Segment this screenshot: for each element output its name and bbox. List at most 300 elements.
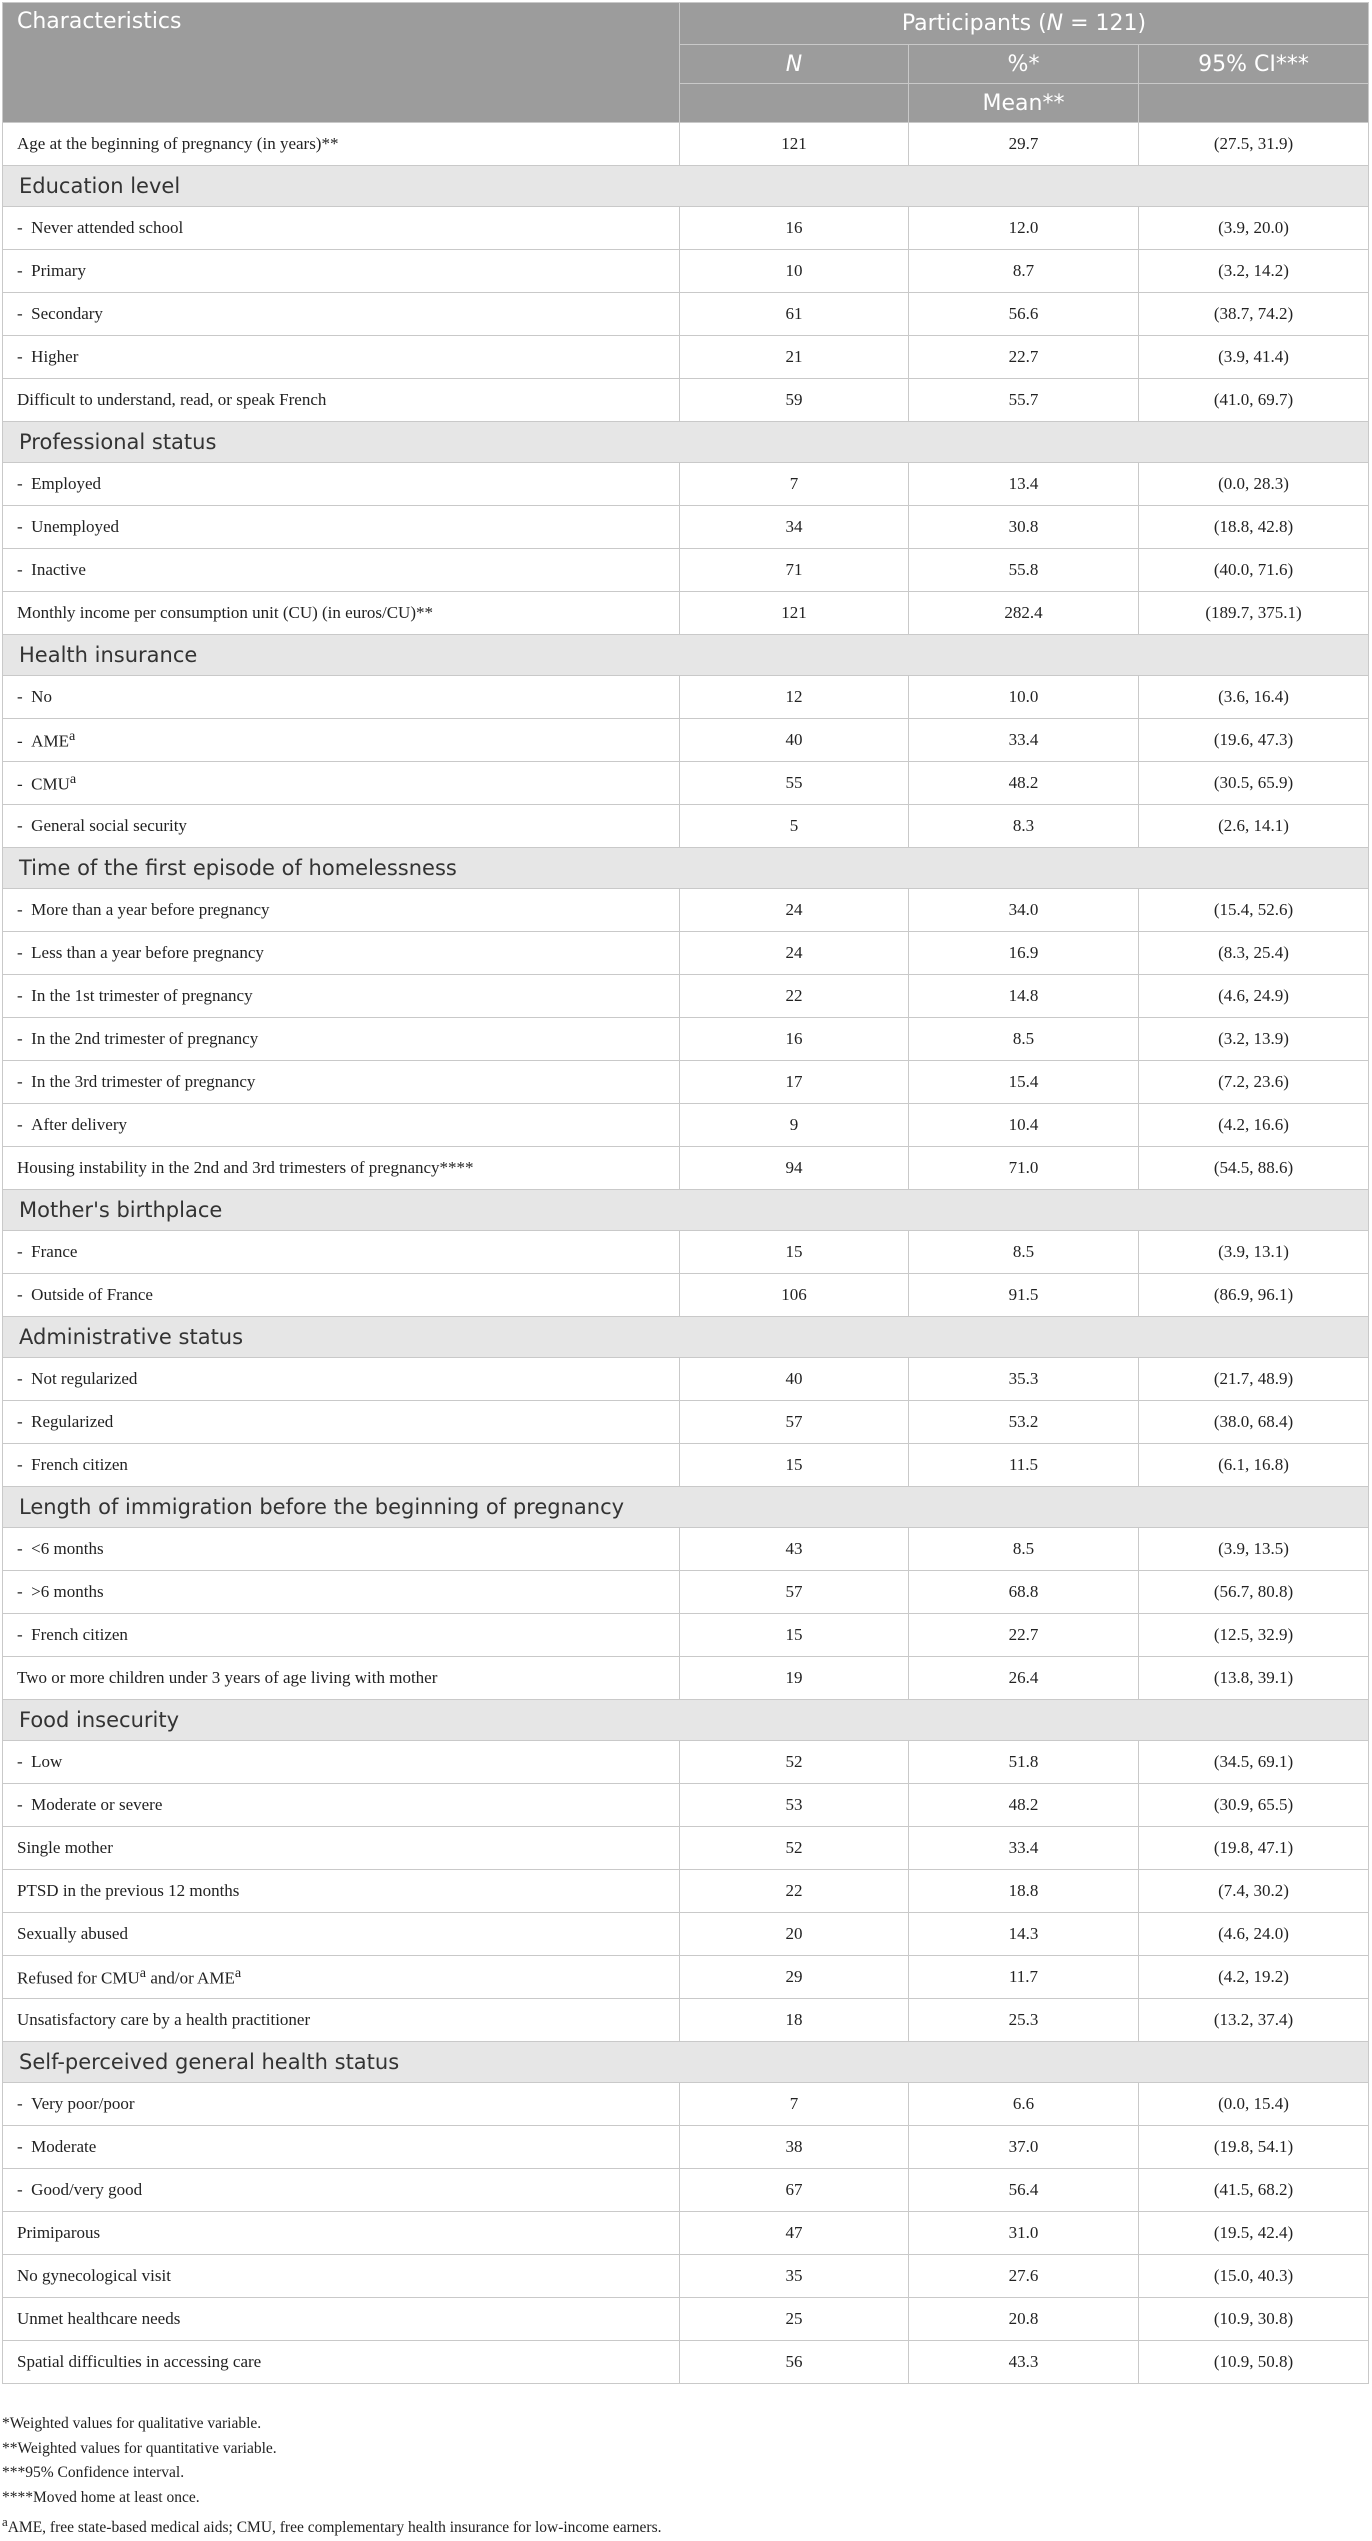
header-pct: %*	[909, 45, 1139, 84]
cell-value: 30.8	[909, 506, 1139, 549]
cell-ci: (2.6, 14.1)	[1139, 805, 1369, 848]
table-row	[3, 549, 1369, 592]
header-empty-ci	[1139, 84, 1369, 123]
row-label-text: Secondary	[31, 304, 103, 323]
indent-dash: -	[17, 2137, 32, 2156]
cell-ci: (10.9, 50.8)	[1139, 2341, 1369, 2384]
indent-dash: -	[17, 1115, 32, 1134]
row-label-text: Single mother	[17, 1838, 113, 1857]
cell-value: 56.4	[909, 2169, 1139, 2212]
cell-n: 121	[680, 123, 909, 166]
cell-value: 14.8	[909, 975, 1139, 1018]
cell-n: 121	[680, 592, 909, 635]
table-row	[3, 1231, 1369, 1274]
cell-n: 67	[680, 2169, 909, 2212]
header-participants	[680, 3, 1369, 45]
indent-dash: -	[17, 900, 32, 919]
row-label-text: Refused for CMU	[17, 1968, 140, 1988]
row-label-text: Age at the beginning of pregnancy (in years)**	[17, 134, 339, 153]
cell-n: 20	[680, 1913, 909, 1956]
table-row	[3, 463, 1369, 506]
cell-n: 71	[680, 549, 909, 592]
row-label	[3, 1104, 680, 1147]
row-label	[3, 2169, 680, 2212]
table-row	[3, 762, 1369, 805]
row-label	[3, 1741, 680, 1784]
indent-dash: -	[17, 261, 32, 280]
table-row	[3, 889, 1369, 932]
cell-ci: (40.0, 71.6)	[1139, 549, 1369, 592]
cell-value: 26.4	[909, 1657, 1139, 1700]
cell-n: 38	[680, 2126, 909, 2169]
section-label: Health insurance	[3, 635, 1369, 676]
cell-value: 51.8	[909, 1741, 1139, 1784]
cell-value: 8.3	[909, 805, 1139, 848]
table-row	[3, 379, 1369, 422]
cell-value: 55.8	[909, 549, 1139, 592]
table-row	[3, 1528, 1369, 1571]
row-label	[3, 805, 680, 848]
footnote-text: ***95% Confidence interval.	[2, 2464, 185, 2481]
cell-value: 22.7	[909, 1614, 1139, 1657]
row-label-text: Primary	[31, 261, 86, 280]
row-label	[3, 719, 680, 762]
table-row	[3, 1061, 1369, 1104]
row-label-text: Housing instability in the 2nd and 3rd trimesters of pregnancy****	[17, 1158, 474, 1177]
table-row	[3, 975, 1369, 1018]
header-ci: 95% CI***	[1139, 45, 1369, 84]
footnote-text: *Weighted values for qualitative variable.	[2, 2415, 262, 2432]
cell-value: 22.7	[909, 336, 1139, 379]
table-row	[3, 2169, 1369, 2212]
cell-n: 61	[680, 293, 909, 336]
cell-n: 7	[680, 463, 909, 506]
footnote	[2, 2486, 1368, 2511]
cell-value: 35.3	[909, 1358, 1139, 1401]
row-label	[3, 506, 680, 549]
table-row	[3, 1741, 1369, 1784]
cell-n: 55	[680, 762, 909, 805]
section-row	[3, 1487, 1369, 1528]
indent-dash: -	[17, 1795, 32, 1814]
cell-ci: (41.0, 69.7)	[1139, 379, 1369, 422]
cell-ci: (19.6, 47.3)	[1139, 719, 1369, 762]
cell-ci: (4.6, 24.0)	[1139, 1913, 1369, 1956]
row-label-text: Low	[31, 1752, 63, 1771]
row-label	[3, 1827, 680, 1870]
table-row	[3, 1913, 1369, 1956]
indent-dash: -	[17, 517, 32, 536]
cell-n: 40	[680, 1358, 909, 1401]
row-label	[3, 2298, 680, 2341]
row-label-text: France	[31, 1242, 78, 1261]
row-label	[3, 123, 680, 166]
table-row	[3, 1358, 1369, 1401]
cell-n: 34	[680, 506, 909, 549]
cell-value: 14.3	[909, 1913, 1139, 1956]
cell-ci: (7.4, 30.2)	[1139, 1870, 1369, 1913]
table-row	[3, 1274, 1369, 1317]
row-label	[3, 336, 680, 379]
table-row	[3, 123, 1369, 166]
footnote	[2, 2461, 1368, 2486]
cell-ci: (27.5, 31.9)	[1139, 123, 1369, 166]
indent-dash: -	[17, 943, 32, 962]
cell-value: 56.6	[909, 293, 1139, 336]
row-label	[3, 549, 680, 592]
indent-dash: -	[17, 218, 32, 237]
section-label: Food insecurity	[3, 1700, 1369, 1741]
cell-ci: (19.5, 42.4)	[1139, 2212, 1369, 2255]
row-label	[3, 463, 680, 506]
row-label-text: Unemployed	[31, 517, 119, 536]
cell-ci: (15.0, 40.3)	[1139, 2255, 1369, 2298]
footnote	[2, 2437, 1368, 2462]
row-label-text: CMU	[31, 774, 70, 794]
cell-value: 55.7	[909, 379, 1139, 422]
row-label	[3, 2126, 680, 2169]
table-row	[3, 293, 1369, 336]
cell-n: 29	[680, 1956, 909, 1999]
section-label: Administrative status	[3, 1317, 1369, 1358]
row-label	[3, 1528, 680, 1571]
footnote-marker: a	[234, 1965, 242, 1982]
header-participants-n: N	[1046, 11, 1064, 36]
row-label-text: More than a year before pregnancy	[31, 900, 270, 919]
table-body	[3, 123, 1369, 2384]
cell-ci: (3.2, 13.9)	[1139, 1018, 1369, 1061]
table-row	[3, 1614, 1369, 1657]
cell-n: 16	[680, 1018, 909, 1061]
cell-value: 31.0	[909, 2212, 1139, 2255]
row-label-text: Unmet healthcare needs	[17, 2309, 181, 2328]
section-row	[3, 166, 1369, 207]
row-label	[3, 676, 680, 719]
section-label: Mother's birthplace	[3, 1190, 1369, 1231]
cell-ci: (3.2, 14.2)	[1139, 250, 1369, 293]
row-label-text: Never attended school	[31, 218, 184, 237]
section-row	[3, 1190, 1369, 1231]
indent-dash: -	[17, 816, 32, 835]
table-row	[3, 506, 1369, 549]
table-row	[3, 2255, 1369, 2298]
cell-ci: (6.1, 16.8)	[1139, 1444, 1369, 1487]
cell-n: 43	[680, 1528, 909, 1571]
row-label	[3, 2341, 680, 2384]
section-label: Self-perceived general health status	[3, 2042, 1369, 2083]
cell-ci: (189.7, 375.1)	[1139, 592, 1369, 635]
row-label-text: Difficult to understand, read, or speak French	[17, 390, 327, 409]
table-row	[3, 207, 1369, 250]
row-label-text: In the 1st trimester of pregnancy	[31, 986, 253, 1005]
cell-n: 59	[680, 379, 909, 422]
indent-dash: -	[17, 474, 32, 493]
header-empty-n	[680, 84, 909, 123]
table-row	[3, 2083, 1369, 2126]
header-participants-suffix: = 121)	[1063, 11, 1147, 36]
row-label-text: Monthly income per consumption unit (CU) (in euros/CU)**	[17, 603, 433, 622]
cell-value: 71.0	[909, 1147, 1139, 1190]
cell-n: 52	[680, 1827, 909, 1870]
indent-dash: -	[17, 560, 32, 579]
cell-ci: (21.7, 48.9)	[1139, 1358, 1369, 1401]
indent-dash: -	[17, 1539, 32, 1558]
cell-ci: (18.8, 42.8)	[1139, 506, 1369, 549]
row-label	[3, 1784, 680, 1827]
footnote	[2, 2510, 1368, 2541]
row-label-text: Good/very good	[31, 2180, 143, 2199]
cell-value: 43.3	[909, 2341, 1139, 2384]
indent-dash: -	[17, 1412, 32, 1431]
row-label-text: Sexually abused	[17, 1924, 128, 1943]
section-label: Length of immigration before the beginning of pregnancy	[3, 1487, 1369, 1528]
cell-ci: (3.9, 13.5)	[1139, 1528, 1369, 1571]
cell-ci: (12.5, 32.9)	[1139, 1614, 1369, 1657]
cell-ci: (13.2, 37.4)	[1139, 1999, 1369, 2042]
cell-ci: (41.5, 68.2)	[1139, 2169, 1369, 2212]
table-row	[3, 805, 1369, 848]
row-label	[3, 1358, 680, 1401]
header-n-label: N	[785, 51, 803, 77]
indent-dash: -	[17, 1369, 32, 1388]
row-label-text: Moderate	[31, 2137, 97, 2156]
cell-value: 29.7	[909, 123, 1139, 166]
cell-value: 15.4	[909, 1061, 1139, 1104]
cell-ci: (3.9, 20.0)	[1139, 207, 1369, 250]
row-label-text: >6 months	[31, 1582, 104, 1601]
row-label	[3, 1061, 680, 1104]
cell-value: 18.8	[909, 1870, 1139, 1913]
cell-ci: (30.5, 65.9)	[1139, 762, 1369, 805]
cell-n: 47	[680, 2212, 909, 2255]
section-row	[3, 635, 1369, 676]
row-label-text: PTSD in the previous 12 months	[17, 1881, 240, 1900]
cell-n: 53	[680, 1784, 909, 1827]
cell-n: 9	[680, 1104, 909, 1147]
table-row	[3, 1571, 1369, 1614]
cell-value: 8.5	[909, 1528, 1139, 1571]
section-row	[3, 422, 1369, 463]
cell-ci: (4.6, 24.9)	[1139, 975, 1369, 1018]
cell-n: 5	[680, 805, 909, 848]
row-label	[3, 1913, 680, 1956]
row-label	[3, 889, 680, 932]
cell-value: 13.4	[909, 463, 1139, 506]
cell-value: 25.3	[909, 1999, 1139, 2042]
cell-ci: (15.4, 52.6)	[1139, 889, 1369, 932]
indent-dash: -	[17, 986, 32, 1005]
table-row	[3, 1018, 1369, 1061]
row-label	[3, 1444, 680, 1487]
cell-n: 35	[680, 2255, 909, 2298]
indent-dash: -	[17, 1242, 32, 1261]
row-label-text: No	[31, 687, 52, 706]
cell-n: 12	[680, 676, 909, 719]
row-label-text: Moderate or severe	[31, 1795, 163, 1814]
indent-dash: -	[17, 2180, 32, 2199]
cell-ci: (7.2, 23.6)	[1139, 1061, 1369, 1104]
row-label-text-cont: and/or AME	[146, 1968, 235, 1988]
table-row	[3, 1147, 1369, 1190]
cell-ci: (19.8, 54.1)	[1139, 2126, 1369, 2169]
table-row	[3, 1784, 1369, 1827]
footnote-marker: a	[2, 2514, 8, 2529]
row-label	[3, 1999, 680, 2042]
footnote-text: AME, free state-based medical aids; CMU, free complementary health insurance for low-income earners.	[7, 2519, 662, 2537]
row-label	[3, 250, 680, 293]
cell-value: 10.0	[909, 676, 1139, 719]
table-row	[3, 250, 1369, 293]
cell-value: 12.0	[909, 207, 1139, 250]
table-row	[3, 1104, 1369, 1147]
table-row	[3, 2212, 1369, 2255]
cell-n: 15	[680, 1231, 909, 1274]
row-label	[3, 1571, 680, 1614]
cell-n: 16	[680, 207, 909, 250]
table-row	[3, 676, 1369, 719]
indent-dash: -	[17, 1285, 32, 1304]
row-label	[3, 1274, 680, 1317]
cell-value: 34.0	[909, 889, 1139, 932]
row-label-text: Inactive	[31, 560, 86, 579]
row-label	[3, 1657, 680, 1700]
row-label-text: Higher	[31, 347, 79, 366]
row-label-text: Outside of France	[31, 1285, 153, 1304]
cell-n: 22	[680, 1870, 909, 1913]
cell-value: 33.4	[909, 1827, 1139, 1870]
cell-ci: (4.2, 19.2)	[1139, 1956, 1369, 1999]
section-row	[3, 2042, 1369, 2083]
row-label-text: Less than a year before pregnancy	[31, 943, 264, 962]
cell-ci: (30.9, 65.5)	[1139, 1784, 1369, 1827]
row-label	[3, 2083, 680, 2126]
indent-dash: -	[17, 774, 32, 794]
cell-ci: (34.5, 69.1)	[1139, 1741, 1369, 1784]
cell-value: 48.2	[909, 762, 1139, 805]
header-mean: Mean**	[909, 84, 1139, 123]
cell-n: 21	[680, 336, 909, 379]
table-row	[3, 592, 1369, 635]
section-row	[3, 848, 1369, 889]
row-label	[3, 762, 680, 805]
indent-dash: -	[17, 1752, 32, 1771]
row-label	[3, 1614, 680, 1657]
row-label	[3, 1018, 680, 1061]
cell-n: 18	[680, 1999, 909, 2042]
footnote-text: ****Moved home at least once.	[2, 2488, 200, 2506]
table-row	[3, 932, 1369, 975]
table-row	[3, 2126, 1369, 2169]
cell-n: 106	[680, 1274, 909, 1317]
cell-value: 20.8	[909, 2298, 1139, 2341]
header-characteristics: Characteristics	[3, 3, 680, 123]
cell-ci: (3.9, 41.4)	[1139, 336, 1369, 379]
cell-ci: (3.9, 13.1)	[1139, 1231, 1369, 1274]
row-label-text: French citizen	[31, 1455, 128, 1474]
indent-dash: -	[17, 687, 32, 706]
table-footnotes	[2, 2412, 1368, 2541]
cell-value: 68.8	[909, 1571, 1139, 1614]
cell-value: 37.0	[909, 2126, 1139, 2169]
cell-value: 8.5	[909, 1018, 1139, 1061]
row-label-text: Very poor/poor	[31, 2094, 135, 2113]
row-label-text: Unsatisfactory care by a health practitioner	[17, 2010, 311, 2029]
section-label: Time of the first episode of homelessness	[3, 848, 1369, 889]
table-row	[3, 2298, 1369, 2341]
indent-dash: -	[17, 1582, 32, 1601]
table-row	[3, 1999, 1369, 2042]
footnote-text: **Weighted values for quantitative variable.	[2, 2439, 277, 2457]
footnote-marker: a	[139, 1965, 147, 1982]
cell-value: 16.9	[909, 932, 1139, 975]
cell-n: 10	[680, 250, 909, 293]
cell-ci: (10.9, 30.8)	[1139, 2298, 1369, 2341]
cell-n: 19	[680, 1657, 909, 1700]
cell-n: 24	[680, 932, 909, 975]
cell-value: 282.4	[909, 592, 1139, 635]
cell-n: 17	[680, 1061, 909, 1104]
row-label-text: Primiparous	[17, 2223, 101, 2242]
cell-ci: (8.3, 25.4)	[1139, 932, 1369, 975]
cell-ci: (0.0, 15.4)	[1139, 2083, 1369, 2126]
row-label-text: In the 2nd trimester of pregnancy	[31, 1029, 259, 1048]
table-row	[3, 1657, 1369, 1700]
row-label-text: Not regularized	[31, 1369, 138, 1388]
cell-ci: (0.0, 28.3)	[1139, 463, 1369, 506]
row-label-text: AME	[31, 731, 69, 751]
cell-ci: (3.6, 16.4)	[1139, 676, 1369, 719]
row-label	[3, 2255, 680, 2298]
row-label	[3, 1870, 680, 1913]
row-label	[3, 592, 680, 635]
row-label-text: <6 months	[31, 1539, 104, 1558]
row-label-text: General social security	[31, 816, 187, 835]
table-header	[3, 3, 1369, 123]
table-row	[3, 719, 1369, 762]
cell-ci: (4.2, 16.6)	[1139, 1104, 1369, 1147]
cell-value: 10.4	[909, 1104, 1139, 1147]
row-label	[3, 932, 680, 975]
indent-dash: -	[17, 1625, 32, 1644]
cell-value: 53.2	[909, 1401, 1139, 1444]
row-label-text: After delivery	[31, 1115, 127, 1134]
cell-n: 24	[680, 889, 909, 932]
indent-dash: -	[17, 304, 32, 323]
row-label	[3, 379, 680, 422]
cell-ci: (54.5, 88.6)	[1139, 1147, 1369, 1190]
characteristics-table-container	[2, 2, 1368, 2384]
cell-n: 56	[680, 2341, 909, 2384]
section-label: Professional status	[3, 422, 1369, 463]
row-label-text: French citizen	[31, 1625, 128, 1644]
row-label	[3, 1147, 680, 1190]
cell-n: 7	[680, 2083, 909, 2126]
cell-n: 57	[680, 1401, 909, 1444]
cell-n: 15	[680, 1444, 909, 1487]
cell-ci: (13.8, 39.1)	[1139, 1657, 1369, 1700]
indent-dash: -	[17, 347, 32, 366]
row-label-text: No gynecological visit	[17, 2266, 171, 2285]
table-row	[3, 1956, 1369, 1999]
section-row	[3, 1700, 1369, 1741]
row-label-text: Regularized	[31, 1412, 114, 1431]
section-row	[3, 1317, 1369, 1358]
cell-value: 91.5	[909, 1274, 1139, 1317]
cell-value: 11.7	[909, 1956, 1139, 1999]
characteristics-table	[2, 2, 1369, 2384]
row-label-text: Spatial difficulties in accessing care	[17, 2352, 262, 2371]
cell-value: 6.6	[909, 2083, 1139, 2126]
